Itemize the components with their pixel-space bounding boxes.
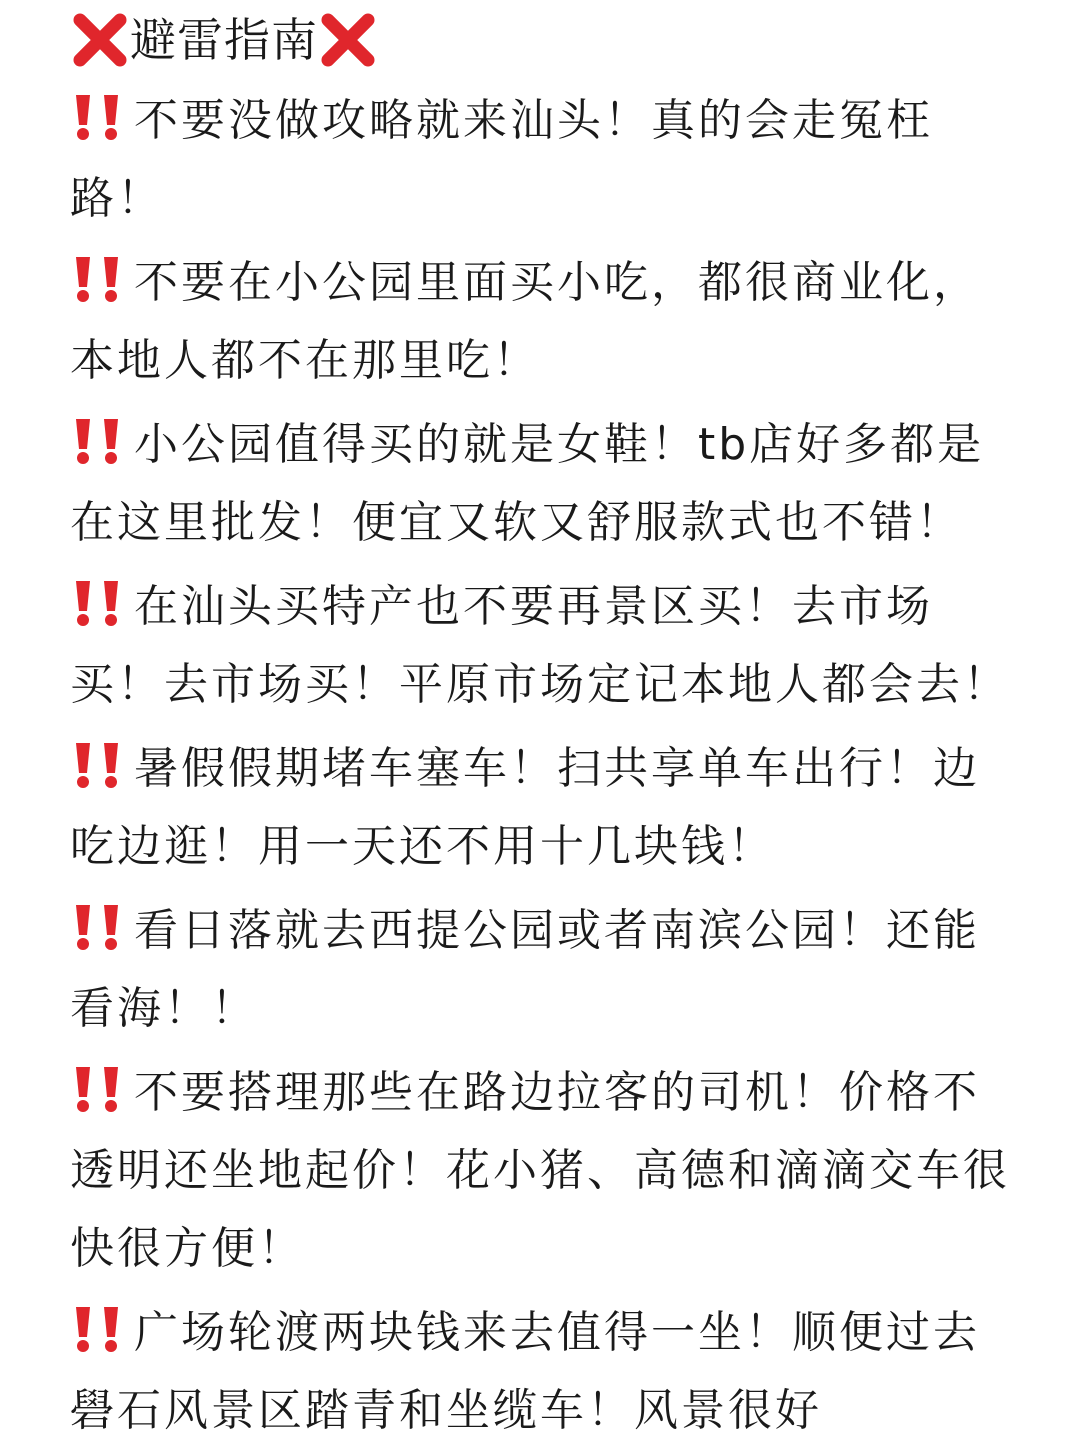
tips-list [70, 82, 1015, 1450]
cross-mark-icon [72, 12, 128, 68]
tip-text: 广场轮渡两块钱来去值得一坐！顺便过去礐石风景区踏青和坐缆车！风景很好 [70, 1307, 980, 1436]
tip-text: 不要在小公园里面买小吃，都很商业化，本地人都不在那里吃！ [70, 257, 980, 386]
double-exclamation-icon [70, 1063, 126, 1113]
double-exclamation-icon [70, 901, 126, 951]
tip-item [70, 730, 1015, 886]
tip-text: 在汕头买特产也不要再景区买！去市场买！去市场买！平原市场定记本地人都会去！ [70, 581, 1010, 710]
double-exclamation-icon [70, 91, 126, 141]
tip-item [70, 1054, 1015, 1288]
tip-item [70, 892, 1015, 1048]
double-exclamation-icon [70, 739, 126, 789]
double-exclamation-icon [70, 577, 126, 627]
note-content [70, 0, 1015, 1456]
double-exclamation-icon [70, 253, 126, 303]
tip-item [70, 406, 1015, 562]
cross-mark-icon [320, 12, 376, 68]
tip-text: 不要搭理那些在路边拉客的司机！价格不透明还坐地起价！花小猪、高德和滴滴交车很快很方便！ [70, 1067, 1010, 1274]
page-title [70, 0, 1015, 80]
tip-text: 小公园值得买的就是女鞋！tb店好多都是在这里批发！便宜又软又舒服款式也不错！ [70, 419, 985, 548]
tip-item [70, 82, 1015, 238]
tip-text: 暑假假期堵车塞车！扫共享单车出行！边吃边逛！用一天还不用十几块钱！ [70, 743, 980, 872]
title-text: 避雷指南 [130, 13, 318, 67]
tip-item [70, 568, 1015, 724]
tip-text: 看日落就去西提公园或者南滨公园！还能看海！！ [70, 905, 980, 1034]
double-exclamation-icon [70, 415, 126, 465]
tip-text: 不要没做攻略就来汕头！真的会走冤枉路！ [70, 95, 933, 224]
tip-item [70, 1294, 1015, 1450]
double-exclamation-icon [70, 1303, 126, 1353]
tip-item [70, 244, 1015, 400]
